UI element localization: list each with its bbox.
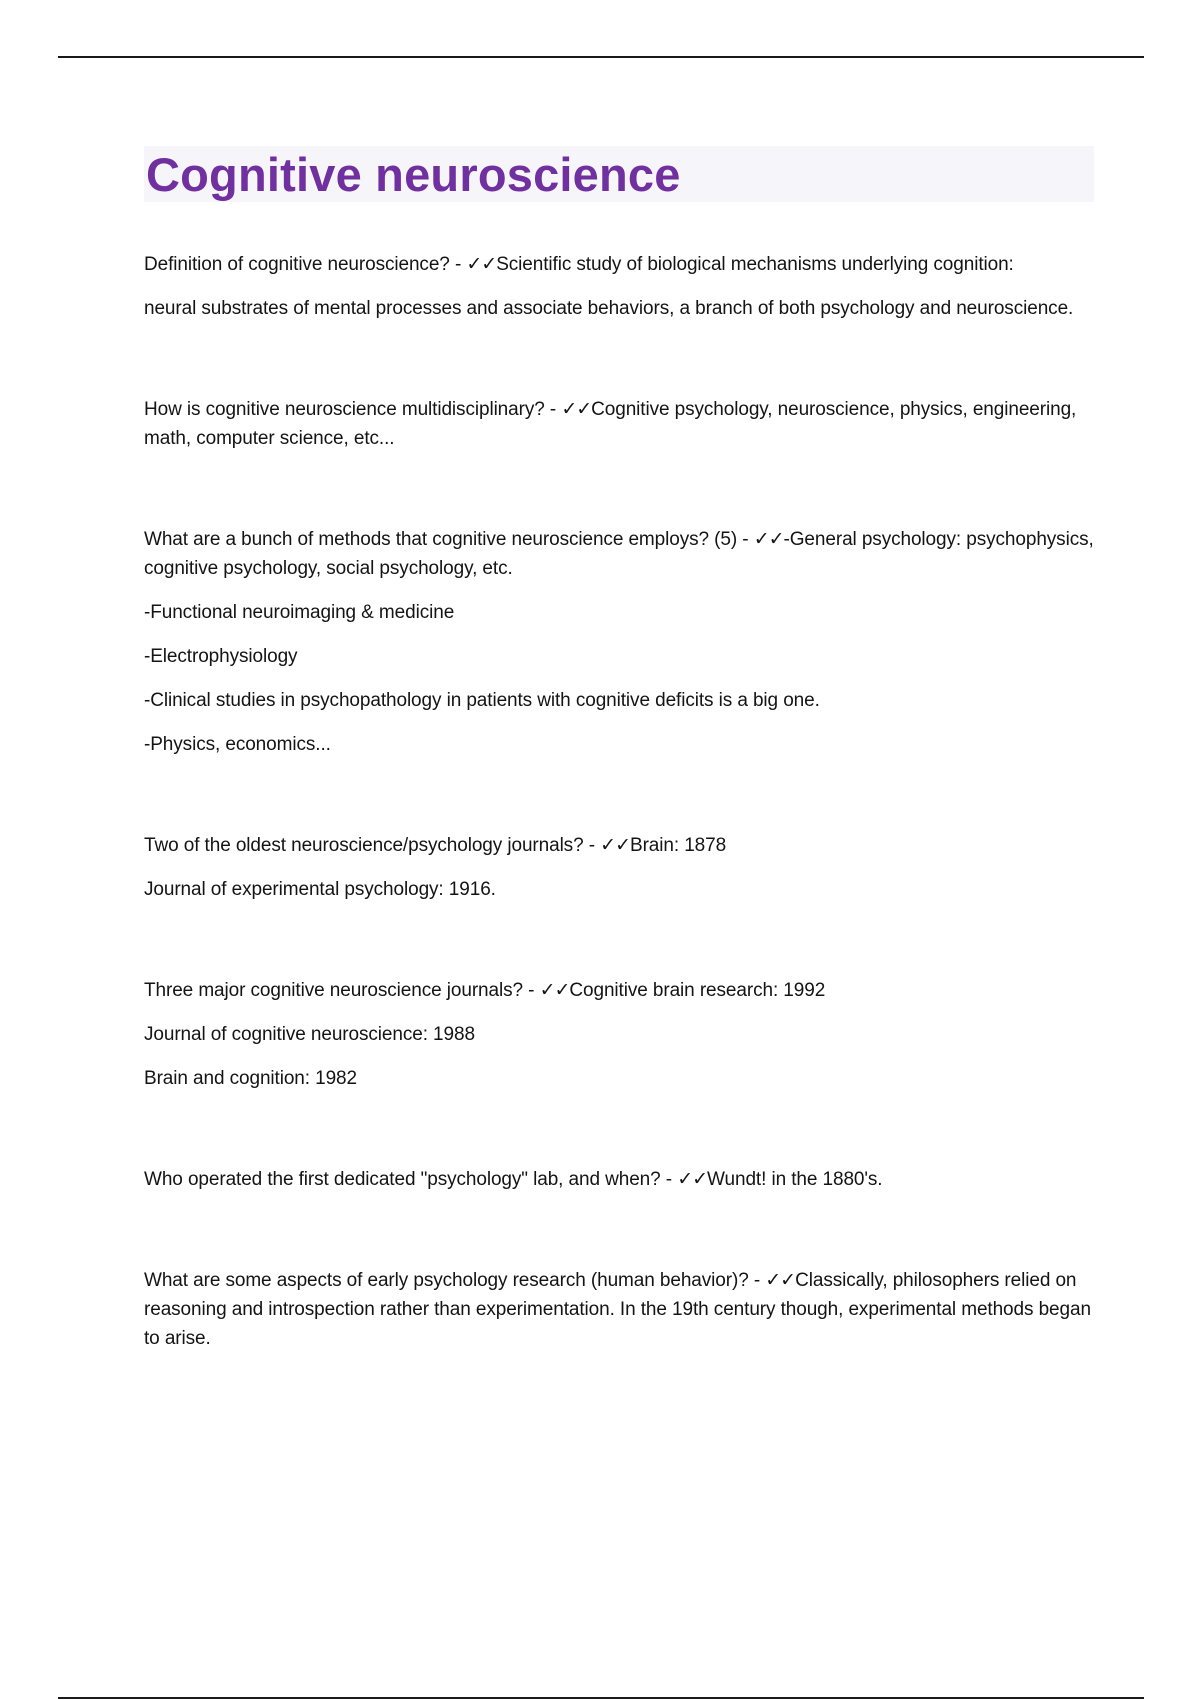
qa-entry <box>144 1165 1094 1194</box>
double-check-icon: ✓✓ <box>539 980 570 1001</box>
answer-text: -Functional neuroimaging & medicine <box>144 602 455 623</box>
qa-entry <box>144 250 1094 323</box>
answer-text: Brain and cognition: 1982 <box>144 1068 357 1089</box>
qa-question-line <box>144 1165 1094 1194</box>
answer-text: -Clinical studies in psychopathology in patients with cognitive deficits is a big one. <box>144 690 820 711</box>
qa-answer-line <box>144 730 1094 759</box>
qa-question-line <box>144 831 1094 860</box>
double-check-icon: ✓✓ <box>753 529 784 550</box>
top-rule <box>58 56 1144 58</box>
qa-answer-line <box>144 1020 1094 1049</box>
answer-text: Journal of cognitive neuroscience: 1988 <box>144 1024 475 1045</box>
answer-text: Classically, philosophers relied on reasoning and introspection rather than experimentation. In the 19th century though, experimental methods began to arise. <box>144 1270 1091 1349</box>
qa-answer-line <box>144 875 1094 904</box>
question-text: How is cognitive neuroscience multidisciplinary? - <box>144 399 557 420</box>
document-title: Cognitive neuroscience <box>146 147 681 201</box>
title-band <box>144 146 1094 202</box>
qa-answer-line <box>144 642 1094 671</box>
qa-entry <box>144 1266 1094 1353</box>
question-text: Who operated the first dedicated "psychology" lab, and when? - <box>144 1169 672 1190</box>
double-check-icon: ✓✓ <box>466 254 497 275</box>
double-check-icon: ✓✓ <box>677 1169 708 1190</box>
question-text: What are some aspects of early psychology research (human behavior)? - <box>144 1270 761 1291</box>
answer-text: Cognitive brain research: 1992 <box>569 980 826 1001</box>
qa-question-line <box>144 1266 1094 1353</box>
qa-entry <box>144 395 1094 453</box>
question-text: What are a bunch of methods that cognitive neuroscience employs? (5) - <box>144 529 749 550</box>
answer-text: Brain: 1878 <box>630 835 727 856</box>
qa-answer-line <box>144 598 1094 627</box>
document-body <box>144 146 1094 1425</box>
qa-question-line <box>144 525 1094 583</box>
qa-answer-line <box>144 686 1094 715</box>
question-text: Three major cognitive neuroscience journals? - <box>144 980 535 1001</box>
qa-list <box>144 250 1094 1353</box>
qa-entry <box>144 831 1094 904</box>
qa-answer-line <box>144 1064 1094 1093</box>
answer-text: Cognitive psychology, neuroscience, physics, engineering, math, computer science, etc... <box>144 399 1077 449</box>
answer-text: -General psychology: psychophysics, cognitive psychology, social psychology, etc. <box>144 529 1094 579</box>
question-text: Definition of cognitive neuroscience? - <box>144 254 462 275</box>
answer-text: Journal of experimental psychology: 1916. <box>144 879 496 900</box>
qa-question-line <box>144 976 1094 1005</box>
qa-answer-line <box>144 294 1094 323</box>
qa-entry <box>144 976 1094 1093</box>
qa-question-line <box>144 395 1094 453</box>
double-check-icon: ✓✓ <box>561 399 592 420</box>
answer-text: neural substrates of mental processes and associate behaviors, a branch of both psychology and neuroscience. <box>144 298 1074 319</box>
question-text: Two of the oldest neuroscience/psychology journals? - <box>144 835 595 856</box>
answer-text: Scientific study of biological mechanisms underlying cognition: <box>496 254 1014 275</box>
double-check-icon: ✓✓ <box>600 835 630 856</box>
qa-entry <box>144 525 1094 759</box>
qa-question-line <box>144 250 1094 279</box>
answer-text: -Physics, economics... <box>144 734 331 755</box>
answer-text: Wundt! in the 1880's. <box>707 1169 883 1190</box>
bottom-rule <box>58 1697 1144 1699</box>
double-check-icon: ✓✓ <box>765 1270 796 1291</box>
answer-text: -Electrophysiology <box>144 646 298 667</box>
